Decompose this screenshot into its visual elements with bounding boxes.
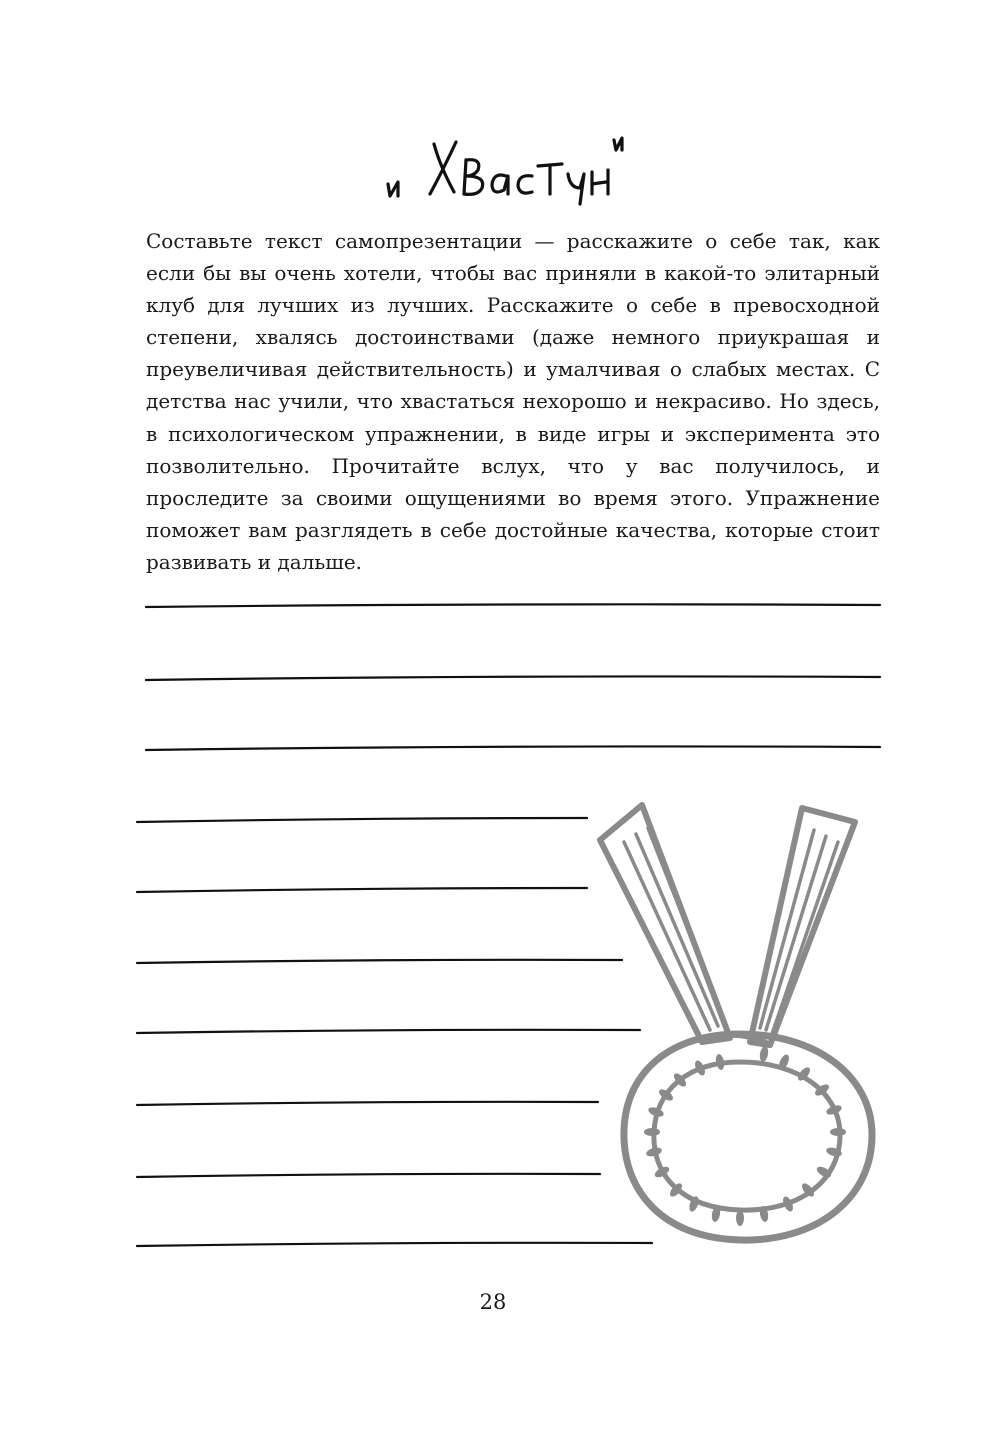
writing-line[interactable] — [137, 1030, 640, 1033]
exercise-paragraph: Составьте текст самопрезентации — расскажите о себе так, как если бы вы очень хотели, чтобы вас приняли в какой-то элитарный клуб для лучших из лучших. Расскажите о себе в превосходной степени, хвалясь достоинствами (даже немного приукрашая и преувеличивая действительность) и умалчивая о слабых местах. С детства нас учили, что хвастаться нехорошо и некрасиво. Но здесь, в психологическом упражнении, в виде игры и эксперимента это позволительно. Прочитайте вслух, что у вас получилось, и проследите за своими ощущениями во время этого. Упражнение поможет вам разглядеть в себе достойные качества, которые стоит развивать и дальше. — [146, 229, 880, 574]
page-number: 28 — [479, 1290, 507, 1314]
writing-line[interactable] — [146, 746, 880, 750]
writing-line[interactable] — [137, 1102, 598, 1105]
page-title — [330, 118, 660, 208]
writing-line[interactable] — [146, 604, 880, 607]
writing-line[interactable] — [137, 818, 587, 822]
medal-icon — [590, 790, 890, 1250]
handwritten-title — [330, 118, 660, 208]
writing-line[interactable] — [137, 888, 587, 892]
writing-line[interactable] — [137, 960, 622, 963]
writing-line[interactable] — [137, 1243, 652, 1246]
writing-line[interactable] — [146, 676, 880, 680]
exercise-instructions — [146, 225, 880, 578]
writing-line[interactable] — [137, 1174, 600, 1177]
